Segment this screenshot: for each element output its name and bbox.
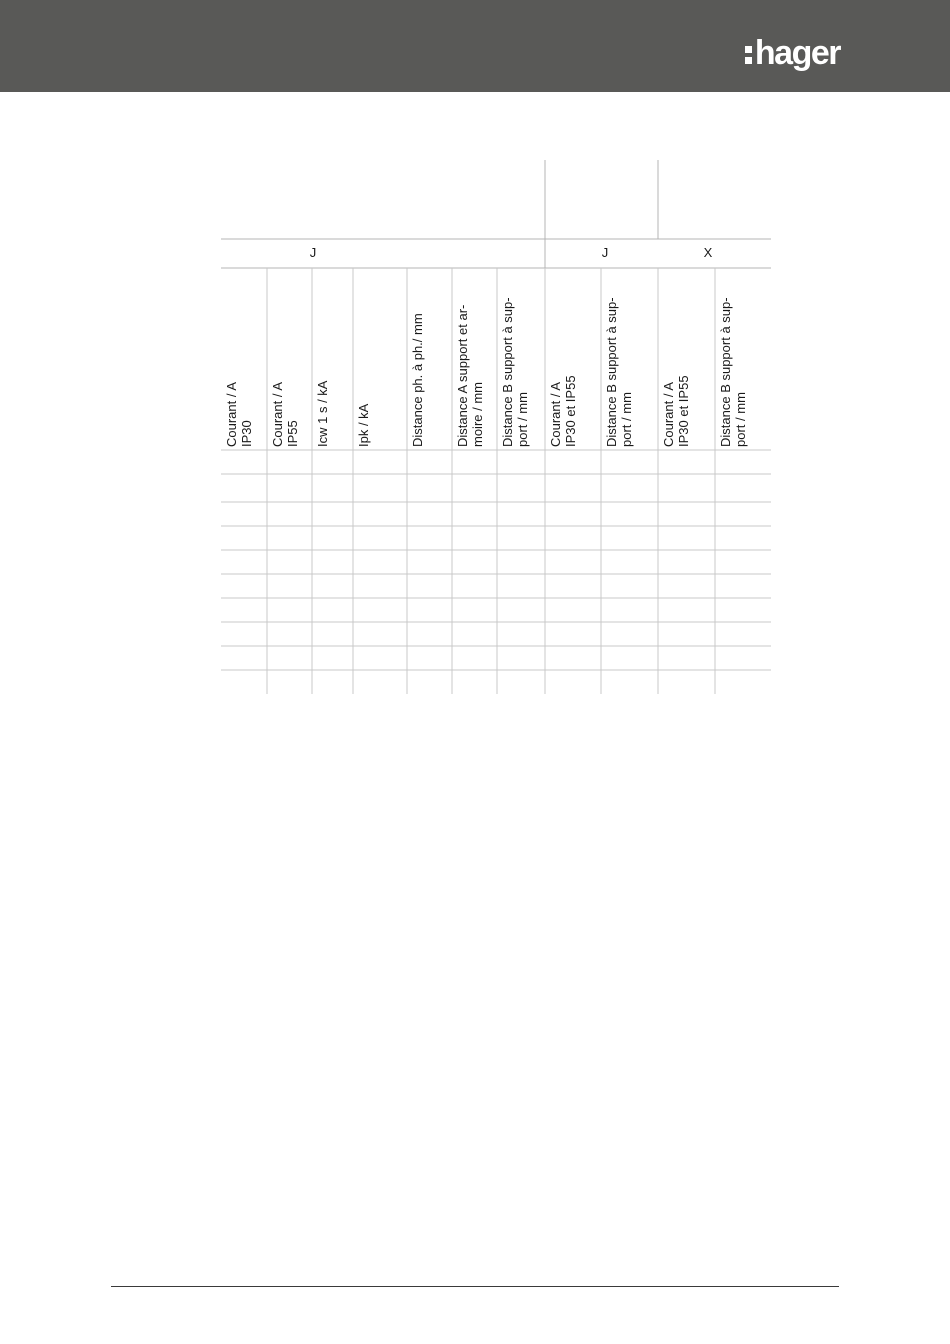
column-header-label <box>315 380 330 447</box>
group-header-row <box>310 245 713 260</box>
column-header-label <box>224 382 254 447</box>
column-header-line: Distance B support à sup- <box>604 297 619 447</box>
column-header-line: Icw 1 s / kA <box>315 380 330 447</box>
column-header-label <box>718 297 748 447</box>
column-header-line: Courant / A <box>224 381 239 447</box>
column-header-row <box>224 297 748 447</box>
column-header-line: port / mm <box>619 392 634 447</box>
column-header-line: Distance B support à sup- <box>718 297 733 447</box>
column-header-line: moire / mm <box>470 382 485 447</box>
column-header-label <box>548 375 578 447</box>
column-header-line: IP30 et IP55 <box>563 375 578 447</box>
column-header-line: port / mm <box>733 392 748 447</box>
column-header-line: Courant / A <box>661 381 676 447</box>
group-header-label: J <box>309 245 317 260</box>
column-header-line: Ipk / kA <box>356 403 371 447</box>
column-header-label <box>604 297 634 447</box>
footer-divider <box>111 1286 839 1287</box>
column-header-line: IP30 et IP55 <box>676 375 691 447</box>
column-header-line: Distance B support à sup- <box>500 297 515 447</box>
brand-name: hager <box>754 34 840 72</box>
column-header-label <box>270 382 300 447</box>
column-header-line: IP55 <box>285 420 300 447</box>
column-header-line: port / mm <box>515 392 530 447</box>
column-header-label <box>356 403 371 447</box>
column-header-line: Courant / A <box>270 381 285 447</box>
column-header-label <box>410 313 425 447</box>
group-header-label: J <box>601 245 609 260</box>
column-header-label <box>500 297 530 447</box>
column-header-line: Distance A support et ar- <box>455 304 470 447</box>
column-header-label <box>661 375 691 447</box>
column-header-line: Courant / A <box>548 381 563 447</box>
column-header-line: Distance ph. à ph./ mm <box>410 313 425 447</box>
column-header-label <box>455 305 485 447</box>
column-header-line: IP30 <box>239 420 254 447</box>
group-header-label: X <box>703 245 713 260</box>
